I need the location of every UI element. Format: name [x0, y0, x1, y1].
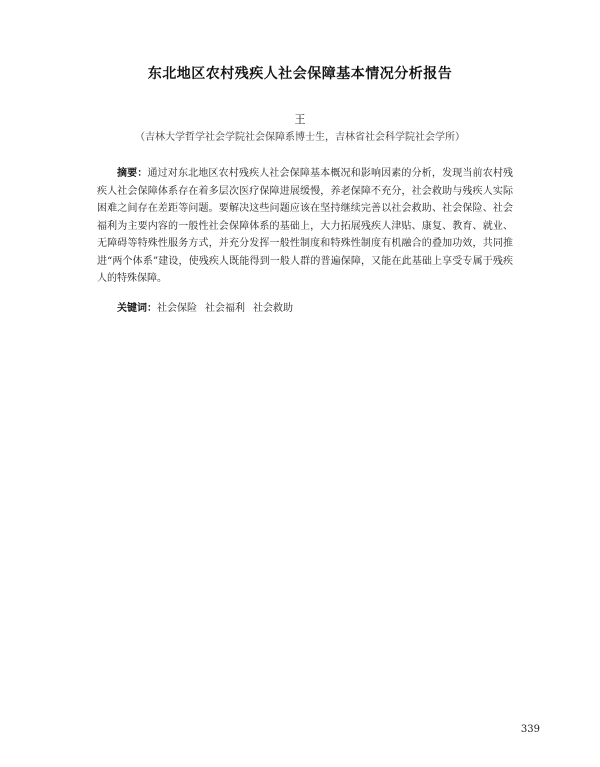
keyword-item: 社会保险	[157, 303, 197, 314]
author-affiliation: （吉林大学哲学社会学院社会保障系博士生，吉林省社会科学院社会学所）	[135, 132, 465, 143]
abstract-text: 通过对东北地区农村残疾人社会保障基本概况和影响因素的分析，发现当前农村残疾人社会保障体系存在着多层次医疗保障进展缓慢，养老保障不充分，社会救助与残疾人实际困难之间存在差距等问题。要解决这些问题应该在坚持继续完善以社会救助、社会保险、社会福利为主要内容的一般性社会保障体系的基础上，大力拓展残疾人津贴、康复、教育、就业、无障碍等特殊性服务方式，并充分发挥一般性制度和特殊性制度有机融合的叠加功效，共同推进“两个体系”建设，使残疾人既能得到一般人群的普遍保障，又能在此基础上享受专属于残疾人的特殊保障。	[97, 168, 514, 284]
abstract-label: 摘要：	[117, 168, 148, 179]
keywords-label: 关键词：	[117, 303, 157, 314]
keywords	[117, 299, 517, 314]
author-name: 王	[294, 113, 306, 126]
paper-title: 东北地区农村残疾人社会保障基本情况分析报告	[147, 66, 453, 82]
page-number: 339	[520, 724, 540, 735]
keyword-item: 社会福利	[205, 303, 245, 314]
keyword-item: 社会救助	[253, 303, 293, 314]
abstract	[97, 165, 513, 288]
